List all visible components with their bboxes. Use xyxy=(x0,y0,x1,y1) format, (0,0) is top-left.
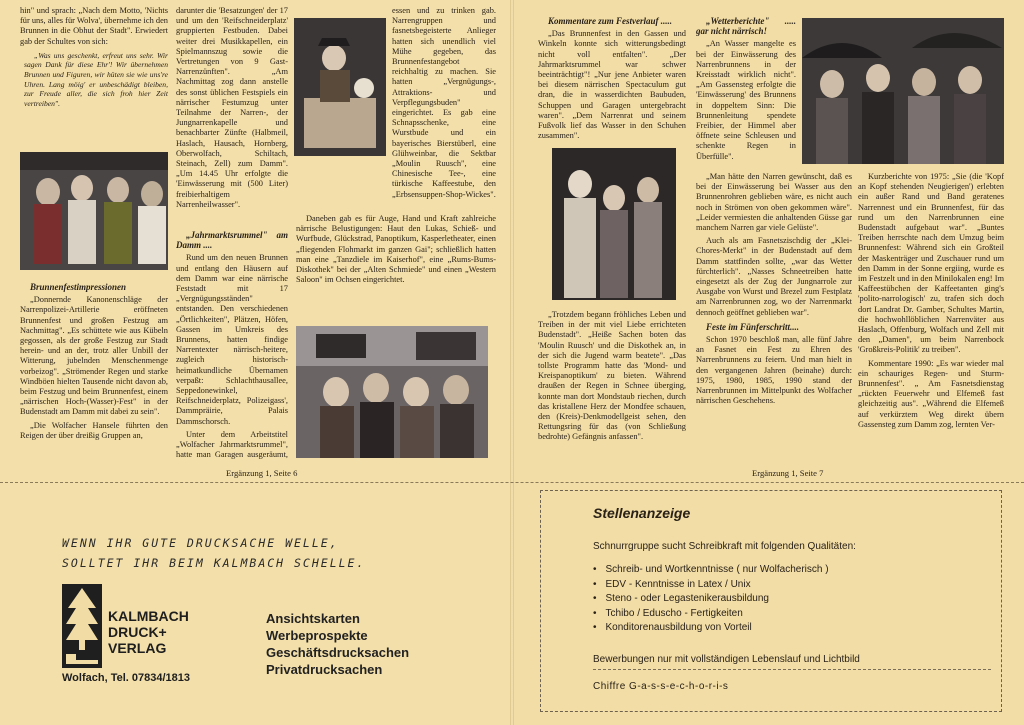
list-item: • EDV - Kenntnisse in Latex / Unix xyxy=(593,578,829,593)
stellenanzeige-intro: Schnurrgruppe sucht Schreibkraft mit folgenden Qualitäten: xyxy=(593,541,856,552)
kalmbach-brand xyxy=(108,608,189,656)
ad-slogan-line2: SOLLTET IHR BEIM KALMBACH SCHELLE. xyxy=(62,556,366,570)
list-item: • Tchibo / Eduscho - Fertigkeiten xyxy=(593,607,829,622)
right-col3-text-a: Kurzberichte von 1975: „Sie (die 'Kopf an Kopf stehenden Neugierigen') erlebten ein außer Rand und Band geratenes Narrennest und ein Brunnenfest, für das rund um den Narrenbrunnen eine Budenstadt aufgebaut war". „Buntes Treiben herrschte nach dem Umzug beim Brunnenfest: Während sich ein Großteil der Maskenträger und Zuschauer rund um den Damm in der Sonne ergiing, wurde es im Festzelt und in den Minilokalen eng! Im Kaffeestübchen der Kaffeetanten ging's 'polito-narrologisch' zu, trafen sich doch dort Landrat Dr. Gamber, Schultes Martin, die hochwohllöblichen Narrenväter aus Haslach, Offenburg, Wolfach und Zell mit den „Damen", um beim Narrenbock 'Großkreis-Politik' zu treiben". xyxy=(858,172,1004,355)
photo-rain-crowd xyxy=(802,18,1004,164)
stellenanzeige-chiffre: Chiffre G-a-s-s-e-c-h-o-r-i-s xyxy=(593,681,729,692)
brand-line2: DRUCK+ xyxy=(108,624,167,640)
photo-narren-group xyxy=(20,152,168,270)
left-col2-text-a: darunter die 'Besatzungen' der 17 und um den 'Reifschneiderplatz' gruppierten Festbuden. Dabei weiter drei Musikkapellen, ein Spielmannszug sowie die Vertretungen von 9 Gast-Narrenzünften". „Am Nachmittag zog dann anstelle des sonst üblichen Festspiels ein närrischer Festumzug unter Teilnahme der Narren-, der Jungnarrenkapelle und benachbarter Zünfte (Halbmeil, Haslach, Hausach, Hornberg, Oberwolfach, Schiltach, Steinach, Zell) zum Damm". „Um 14.45 Uhr erfolgte die 'Einwässerung mit (500 Liter) freibierhaltigem Narrenheilwasser". xyxy=(176,6,288,209)
services-list xyxy=(266,610,409,678)
left-col2-text-b: Rund um den neuen Brunnen und entlang den Häusern auf dem Damm war eine närrische Feststadt mit 17 „Vergnügungsständen" entstanden. Den verschiedenen „Örtlichkeiten", Plätzen, Höfen, Gassen im Umkreis des Brunnens, hatten findige Narrentexter närrisch-heitere, zugleich historisch-heimatkundliche Übernamen verpaßt: Schlachthausallee, Seppedonewinkel, Reifschneiderplatz, Polizeigass', Dammpräirie, Palais Dammschorsch. xyxy=(176,253,288,426)
right-col2-text-c: Auch als am Fasnetszischdig der „Klei-Chores-Merkt" in der Budenstadt auf dem Damm stattfinden sollte, „war das Wetter fürchterlich". „Nasses Schneetreiben hatte eingesetzt als der Zug der Jungnarrole zur Ausgabe von Wurst und Brezel zum Festplatz am Narrenbrunnen zog, wo der Narrenmarkt dennoch geöffnet geblieben war". xyxy=(696,236,852,317)
right-col1-top xyxy=(538,6,686,146)
right-page-footer: Ergänzung 1, Seite 7 xyxy=(752,468,824,478)
list-item: • Schreib- und Wortkenntnisse ( nur Wolfacherisch ) xyxy=(593,563,829,578)
heading-brunnenfestimpressionen: Brunnenfestimpressionen xyxy=(30,282,127,292)
photo-saloon-group xyxy=(296,326,488,458)
left-col2-text-c: Unter dem Arbeitstitel „Wolfacher Jahrmarktsrummel", hatte man Garagen ausgeräumt, xyxy=(176,429,288,460)
heading-wetterberichte: „Wetterberichte" ..... gar nicht närrisch! xyxy=(696,16,796,37)
right-col2-bottom xyxy=(696,172,852,460)
stellenanzeige-note: Bewerbungen nur mit vollständigen Lebenslauf und Lichtbild xyxy=(593,654,860,665)
left-col1-text-b: „Donnernde Kanonenschläge der Narrenpolizei-Artillerie eröffneten Brunnenfest und großen Festzug am Nachmittag". „Es schüttete wie aus Kübeln gegossen, als der große Festzug zur Stadt herein- und an der, trotz aller Unbill der Witterung, jubelnden Menschenmenge vorbeizog". „Strömender Regen und starke Windböen hielten Tausende nicht davon ab, beim Festzug und beim Brunnenfest, einem „närrischen Hoch-(Wasser)-Fest" in der Budenstadt am Damm mit dabei zu sein". xyxy=(20,295,168,417)
left-col3-bottom xyxy=(296,214,496,324)
service-item: Privatdrucksachen xyxy=(266,662,383,677)
left-col1-bottom xyxy=(20,278,168,458)
left-col1-top xyxy=(20,6,168,146)
left-col2-bottom xyxy=(176,226,288,460)
ad-slogan-line1: WENN IHR GUTE DRUCKSACHE WELLE, xyxy=(62,536,339,550)
right-col2-text-b: „Man hätte den Narren gewünscht, daß es bei der Einwässerung bei Wasser aus den Brunnenrohren geblieben wäre, es nicht auch noch in Strömen von oben gekommen wäre". „Leider vermiesten die anhaltenden Güsse gar manchem Narren gar viele Gelüste". xyxy=(696,172,852,233)
right-col2-top xyxy=(696,6,796,168)
service-item: Geschäftsdrucksachen xyxy=(266,645,410,660)
service-item: Ansichtskarten xyxy=(266,611,360,626)
stellenanzeige-title: Stellenanzeige xyxy=(593,505,691,521)
left-col3-text-b: Daneben gab es für Auge, Hand und Kraft zahlreiche närrische Belustigungen: Haut den Lukas, Schieß- und Wurfbude, Glückstrad, Panoptikum, Kasperletheater, einen „fliegenden Flohmarkt im ganzen Gai"; schließlich hatten man eine „Tanzdiele im Kaiserhof", eine „Rums-Bums-Diskothek" bei der „Alten Schmiede" und einen „Western Saloon" im Ochsen eingerichtet. xyxy=(296,214,496,285)
service-item: Werbeprospekte xyxy=(266,628,368,643)
left-col3-top xyxy=(392,6,496,216)
right-col2-text-a: „An Wasser mangelte es bei der Einwässerung des Narrenbrunnens in der Kreisstadt wirklich nicht". „Am Gassensteg erfolgte die 'Einwässerung' des Brunnens in doppeltem Sinn: Die Brunnenleitung spendete Freibier, der Himmel aber öffnete seine Schleusen und schenkte Regen in Überfülle". xyxy=(696,39,796,161)
right-col1-text-b: „Trotzdem begann fröhliches Leben und Treiben in der mit viel Liebe errichteten Budenstadt". „Heiße Sachen boten das 'Moulin Ruusch' und die Diskothek an, in der sich die Jugend warm beatete". „Das tollste Programm hatte das 'Mond- und Kreispanoptikum' zu bieten. Während draußen der Regen in Schnee überging, konnte man dort Mondstaub riechen, durch das kristallene Herz der Mondfee schauen, den (Kreis)-Denkmodellgeist sehen, den Rettungsring für das (von Schließung bedrohte) Gefängnis anfassen". xyxy=(538,310,686,442)
left-col3-text-a: essen und zu trinken gab. Narrengruppen und fasnetsbegeisterte Anlieger hatten sich unendlich viel Mühe gegeben, das Brunnenfestangebot reichhaltig zu machen. Sie hatten „Vergnügungs-, Attraktions- und Verpflegungsbuden" eingerichtet. Es gab eine Schnapsschenke, eine Wurstbude und ein bayerisches Bierstüberl, eine Glühweinbar, die Sektbar „Moulin Ruusch", eine Chinesische Tee-, eine türkische Kaffeestube, den „Erbsensuppen-Shop-Wickes". xyxy=(392,6,496,199)
left-quote: „Was uns geschenkt, erfreut uns sehr. Wir sagen Dank für diese Ehr'! Wir übernehmen Brunnen und Figuren, wir hüten sie wie uns're Uhren. Lang möig' er unbeschädigt bleiben, zur Freude aller, die sich froh hier Zeit vertreiben". xyxy=(24,50,168,108)
right-col3 xyxy=(858,172,1004,462)
left-col1-text-c: „Die Wolfacher Hansele führten den Reigen der über dreißig Gruppen an, xyxy=(20,420,168,440)
left-col1-text-a: hin" und sprach: „Nach dem Motto, 'Nichts für uns, alles für Wolva', übernehme ich den Brunnen in die Obhut der Stadt". Erwiedert gab der Schultes von sich: xyxy=(20,6,168,46)
left-col2-top xyxy=(176,6,288,226)
heading-jahrmarktsrummel: „Jahrmarktsrummel" am Damm .... xyxy=(176,230,288,251)
stellenanzeige-box xyxy=(540,490,1002,712)
kalmbach-city-phone: Wolfach, Tel. 07834/1813 xyxy=(62,672,190,684)
right-col1-bottom xyxy=(538,310,686,460)
stellenanzeige-list xyxy=(593,563,829,636)
kalmbach-logo-icon xyxy=(62,584,102,668)
brand-line1: KALMBACH xyxy=(108,608,189,624)
page-fold xyxy=(510,0,514,725)
photo-disco-dancers xyxy=(552,148,676,300)
divider xyxy=(593,669,991,670)
right-col1-text-a: „Das Brunnenfest in den Gassen und Winkeln konnte sich witterungsbedingt nicht voll entfalten". „Der Jahrmarktsrummel war schwer beeinträchtigt"! „Nur jene Anbieter waren bei diesem närrischen Spectaculum gut dran, die in wasserdichten Baubuden, Schuppen und Garagen untergebracht waren". „Dem Narrenrat und seinem Fußvolk lief das Wasser in den Schuhen zusammen". xyxy=(538,29,686,141)
heading-fuenferschritt: Feste im Fünferschritt.... xyxy=(706,321,800,332)
left-page-footer: Ergänzung 1, Seite 6 xyxy=(226,468,298,478)
heading-kommentare: Kommentare zum Festverlauf ..... xyxy=(548,16,673,26)
right-col2-text-d: Schon 1970 beschloß man, alle fünf Jahre an Fasnet ein Fest zu Ehren des Narrenbrunnens zu feiern. Und man hielt in den vergangenen Jahren (beinahe) durch: 1975, 1980, 1985, 1990 stand der Narrenbrunnen im Mittelpunkt des Wolfacher närrischen Geschehens. xyxy=(696,335,852,406)
brand-line3: VERLAG xyxy=(108,640,167,656)
cut-line xyxy=(0,482,1024,483)
photo-barrel-figure xyxy=(294,18,386,156)
list-item: • Konditorenausbildung von Vorteil xyxy=(593,621,829,636)
right-col3-text-b: Kommentare 1990: „Es war wieder mal ein schauriges Regen- und Sturm-Brunnenfest". „ Am Fasnetsdienstag „rückten Feuerwehr und Elfemeß fast gleichzeitig aus". „Während die Elfemeß auf verkürztem Weg direkt übern Gassensteg zum Damm zog, lernten Ver- xyxy=(858,358,1004,429)
list-item: • Steno - oder Legastenikerausbildung xyxy=(593,592,829,607)
